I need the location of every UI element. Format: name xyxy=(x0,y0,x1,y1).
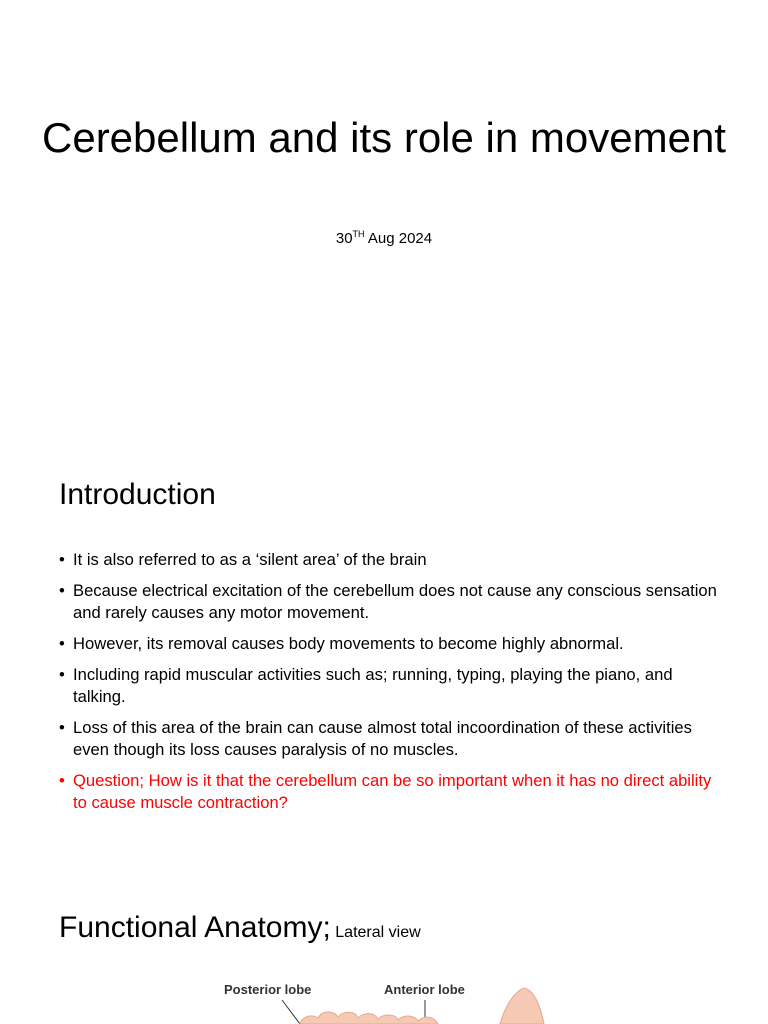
date-suffix: TH xyxy=(352,229,365,239)
bullet-item: • Including rapid muscular activities such as; running, typing, playing the piano, and talking. xyxy=(59,664,719,708)
functional-anatomy-heading xyxy=(59,908,421,953)
posterior-pointer xyxy=(282,1000,300,1024)
bullet-item: • Because electrical excitation of the cerebellum does not cause any conscious sensation and rarely causes any motor movement. xyxy=(59,580,719,624)
bullet-item: • It is also referred to as a ‘silent area’ of the brain xyxy=(59,549,719,571)
bullet-item: • Loss of this area of the brain can cause almost total incoordination of these activities even though its loss causes paralysis of no muscles. xyxy=(59,717,719,761)
introduction-heading: Introduction xyxy=(59,478,216,511)
anterior-lobe-label: Anterior lobe xyxy=(384,982,465,997)
slide-title: Cerebellum and its role in movement xyxy=(42,114,726,161)
posterior-lobe-label: Posterior lobe xyxy=(224,982,312,997)
anatomy-title: Functional Anatomy; xyxy=(59,911,331,944)
anatomy-subtitle: Lateral view xyxy=(330,924,421,941)
cerebellum-diagram xyxy=(0,970,768,1024)
cerebellum-folia xyxy=(300,1012,438,1024)
title-slide xyxy=(0,0,768,444)
date-day: 30 xyxy=(335,230,353,247)
introduction-bullets xyxy=(59,549,719,823)
bullet-item: • However, its removal causes body movements to become highly abnormal. xyxy=(59,633,719,655)
question-bullet: • Question; How is it that the cerebellum can be so important when it has no direct ability to cause muscle contraction? xyxy=(59,770,719,814)
brainstem-shape xyxy=(500,988,544,1024)
date-rest: Aug 2024 xyxy=(364,230,433,247)
slide-date xyxy=(0,229,768,247)
